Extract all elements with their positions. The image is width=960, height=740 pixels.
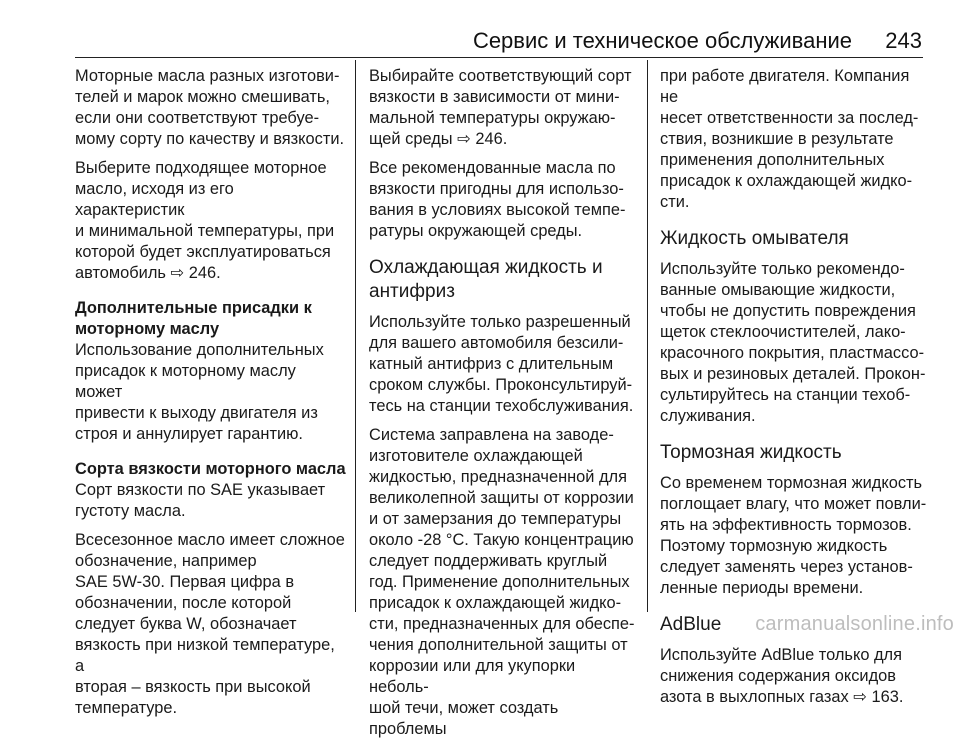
header-rule — [75, 57, 923, 58]
column-2 — [369, 66, 639, 738]
paragraph-brake-fluid: Со временем тормозная жидкость поглощает влагу, что может повли- ять на эффективность тормозов. Поэтому тормозную жидкость следует заменять через установ- ленные периоды времени. — [660, 474, 927, 597]
section-title-adblue: AdBlue — [660, 614, 722, 635]
paragraph-coolant-continued: при работе двигателя. Компания не несет ответственности за послед- ствия, возникшие в результате применения дополнительных присадок к охлаждающей жидко- сти. — [660, 67, 919, 211]
paragraph-washer-fluid: Используйте только рекомендо- ванные омывающие жидкости, чтобы не допустить повреждения щеток стеклоочистителей, лако- красочного покрытия, пластмассо- вых и резиновых деталей. Прокон- сультируйтесь на станции техоб- служивания. — [660, 260, 926, 425]
paragraph-antifreeze: Используйте только разрешенный для вашего автомобиля безсили- катный антифриз с длительным сроком службы. Проконсультируй- тесь на станции техобслуживания. — [369, 313, 634, 415]
page-number: 243 — [885, 28, 922, 53]
paragraph-sae-viscosity: Сорт вязкости по SAE указывает густоту масла. — [75, 481, 326, 520]
section-title-brake-fluid: Тормозная жидкость — [660, 442, 842, 463]
column-1 — [75, 66, 347, 717]
paragraph-oil-additives: Использование дополнительных присадок к моторному маслу может привести к выходу двигателя из строя и аннулирует гарантию. — [75, 341, 324, 443]
page-header — [0, 0, 960, 58]
paragraph-choose-viscosity: Выбирайте соответствующий сорт вязкости в зависимости от мини- мальной температуры окружаю- щей среды ⇨ 246. — [369, 67, 632, 148]
column-divider-2 — [647, 60, 648, 612]
paragraph-mixing-oils: Моторные масла разных изготови- телей и марок можно смешивать, если они соответствуют требуе- мому сорту по качеству и вязкости. — [75, 67, 345, 148]
paragraph-high-temperature: Все рекомендованные масла по вязкости пригодны для использо- вания в условиях высокой темпе- ратуры окружающей среды. — [369, 159, 626, 240]
page-title: Сервис и техническое обслуживание — [472, 28, 852, 53]
subheading-oil-additives: Дополнительные присадки к моторному маслу — [75, 299, 312, 338]
column-divider-1 — [355, 60, 356, 612]
paragraph-adblue: Используйте AdBlue только для снижения содержания оксидов азота в выхлопных газах ⇨ 163. — [660, 646, 904, 706]
paragraph-multigrade-oil: Всесезонное масло имеет сложное обозначение, например SAE 5W-30. Первая цифра в обозначении, после которой следует буква W, обозначает вязкость при низкой температуре, а вторая – вязкость при высокой температуре. — [75, 531, 345, 717]
paragraph-coolant-system: Система заправлена на заводе- изготовителе охлаждающей жидкостью, предназначенной для великолепной защиты от коррозии и от замерзания до температуры около -28 °C. Такую концентрацию следует поддерживать круглый год. Применение дополнительных присадок к охлаждающей жидко- сти, предназначенных для обеспе- чения дополнительной защиты от коррозии или для укупорки неболь- шой течи, может создать проблемы — [369, 426, 635, 738]
subheading-viscosity-grades: Сорта вязкости моторного масла — [75, 460, 346, 478]
section-title-coolant: Охлаждающая жидкость и антифриз — [369, 257, 603, 302]
section-title-washer-fluid: Жидкость омывателя — [660, 228, 849, 249]
paragraph-choose-oil: Выберите подходящее моторное масло, исходя из его характеристик и минимальной температуры, при которой будет эксплуатироваться автомобиль ⇨ 246. — [75, 159, 335, 282]
watermark-text: carmanualsonline.info — [755, 613, 954, 635]
